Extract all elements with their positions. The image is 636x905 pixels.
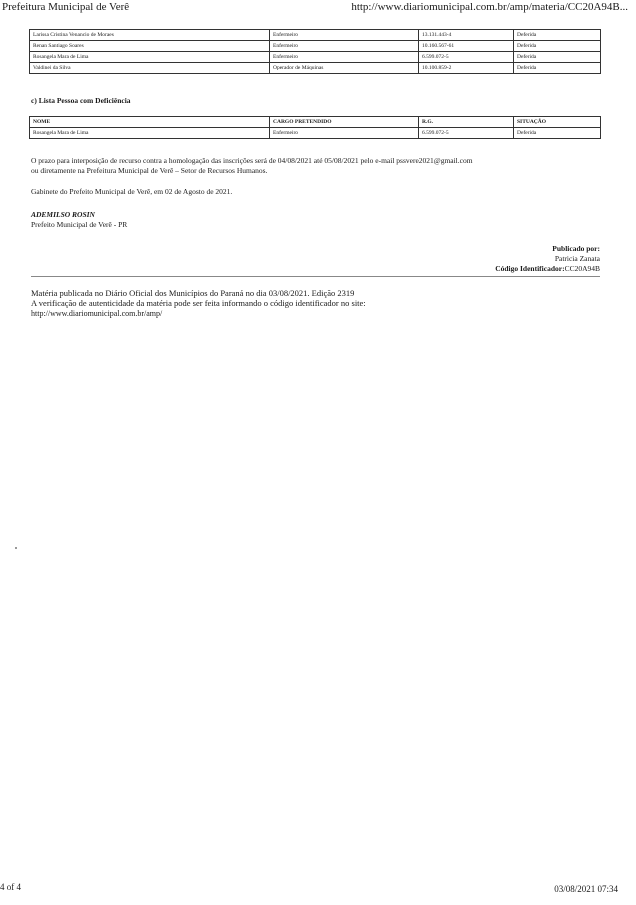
publication-note: Matéria publicada no Diário Oficial dos Municípios do Paraná no dia 03/08/2021. Edição 2319 [31, 288, 355, 298]
table-row [30, 30, 601, 41]
header-status: SITUAÇÃO [514, 117, 601, 128]
cell-position: Enfermeiro [270, 128, 419, 139]
table-row [30, 52, 601, 63]
cell-name: Larissa Cristina Venancio de Moraes [30, 30, 270, 41]
appeal-deadline-line-2: ou diretamente na Prefeitura Municipal de Verê – Setor de Recursos Humanos. [31, 166, 268, 175]
table-row [30, 63, 601, 74]
cell-name: Valdinei da Silva [30, 63, 270, 74]
header-url[interactable]: http://www.diariomunicipal.com.br/amp/materia/CC20A94B... [351, 1, 628, 13]
cell-name: Rosangela Mara de Lima [30, 52, 270, 63]
cell-rg: 10.100.859-2 [419, 63, 514, 74]
header-rg: R.G. [419, 117, 514, 128]
cell-status: Deferida [514, 63, 601, 74]
verification-note: A verificação de autenticidade da matéria pode ser feita informando o código identificador no site: [31, 298, 366, 308]
appeal-deadline-line-1: O prazo para interposição de recurso contra a homologação das inscrições será de 04/08/2021 até 05/08/2021 pelo e-mail pssvere2021@gmail.com [31, 156, 473, 165]
cell-position: Operador de Máquinas [270, 63, 419, 74]
published-by-label: Publicado por: [552, 244, 600, 253]
header-name: NOME [30, 117, 270, 128]
pcd-table [29, 116, 601, 139]
office-date-line: Gabinete do Prefeito Municipal de Verê, em 02 de Agosto de 2021. [31, 187, 233, 196]
scan-artifact [15, 547, 17, 549]
table-row [30, 41, 601, 52]
cell-status: Deferida [514, 52, 601, 63]
cell-name: Renan Santiago Soares [30, 41, 270, 52]
publisher-name: Patricia Zanata [554, 254, 600, 263]
table-row [30, 128, 601, 139]
verification-url[interactable]: http://www.diariomunicipal.com.br/amp/ [31, 309, 163, 318]
cell-status: Deferida [514, 128, 601, 139]
signer-role: Prefeito Municipal de Verê - PR [31, 220, 128, 229]
cell-position: Enfermeiro [270, 52, 419, 63]
cell-name: Rosangela Mara de Lima [30, 128, 270, 139]
cell-position: Enfermeiro [270, 30, 419, 41]
appeal-deadline-paragraph [31, 156, 606, 176]
identifier-code: CC20A94B [564, 264, 600, 273]
cell-rg: 6.599.072-5 [419, 128, 514, 139]
identifier-code-line [495, 264, 600, 274]
table-header-row [30, 117, 601, 128]
section-title-pcd: c) Lista Pessoa com Deficiência [31, 96, 131, 105]
page-number: 4 of 4 [0, 882, 21, 892]
header-position: CARGO PRETENDIDO [270, 117, 419, 128]
cell-status: Deferida [514, 41, 601, 52]
cell-position: Enfermeiro [270, 41, 419, 52]
header-site-title: Prefeitura Municipal de Verê [2, 1, 130, 13]
cell-rg: 13.131.443-4 [419, 30, 514, 41]
cell-rg: 6.599.072-5 [419, 52, 514, 63]
signer-name: ADEMILSO ROSIN [31, 210, 95, 219]
print-datetime: 03/08/2021 07:34 [554, 884, 618, 894]
identifier-code-label: Código Identificador: [495, 264, 565, 273]
candidates-table [29, 29, 601, 74]
divider [31, 276, 600, 277]
cell-status: Deferida [514, 30, 601, 41]
cell-rg: 10.160.567-61 [419, 41, 514, 52]
